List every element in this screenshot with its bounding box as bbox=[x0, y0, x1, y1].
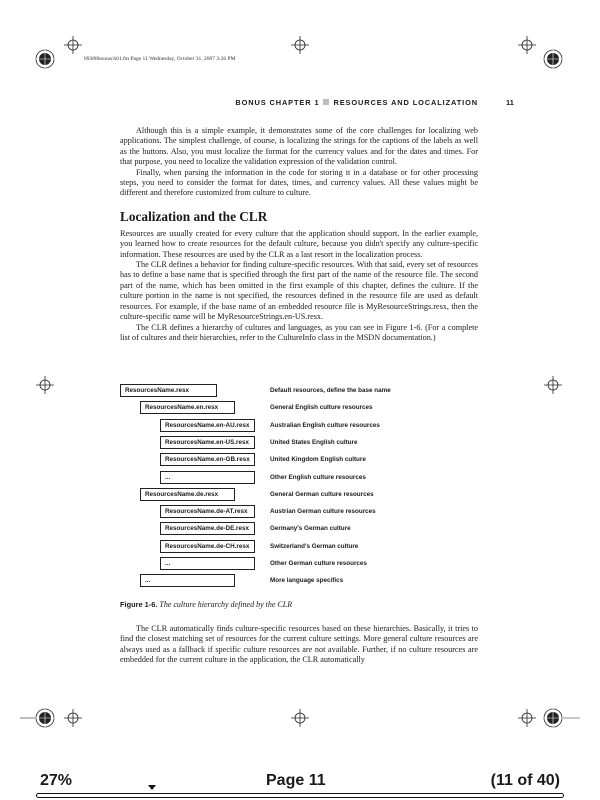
paragraph: Resources are usually created for every culture that the application should support. In the earlier example, you learned how to create resources for the default culture, because you didn't specify any culture-specific information. These resources are used by the CLR as a last resort in the localization process. bbox=[120, 228, 478, 259]
resource-description: More language specifics bbox=[270, 577, 344, 585]
resource-file-box: ResourcesName.de-AT.resx bbox=[160, 505, 255, 518]
resource-description: General English culture resources bbox=[270, 404, 373, 412]
running-head-text bbox=[235, 98, 478, 107]
page-scroll-track[interactable] bbox=[36, 793, 564, 798]
resource-description: Other German culture resources bbox=[270, 560, 367, 567]
resource-file-box: ResourcesName.en-AU.resx bbox=[160, 419, 255, 432]
figure-label: Figure 1-6. bbox=[120, 600, 158, 609]
resource-file-box: ResourcesName.en-GB.resx bbox=[160, 453, 255, 466]
resource-file-box: ResourcesName.en-US.resx bbox=[160, 436, 255, 449]
page-number: 11 bbox=[506, 98, 514, 107]
figure-caption-text: The culture hierarchy defined by the CLR bbox=[159, 600, 293, 609]
resource-file-box: ResourcesName.de-CH.resx bbox=[160, 540, 255, 553]
section-heading: Localization and the CLR bbox=[120, 208, 268, 224]
body-text-bottom bbox=[120, 624, 478, 666]
paragraph: The CLR automatically finds culture-specific resources based on these hierarchies. Basically, it tries to find the closest matching set of resources for the current culture settings. More general culture resources are always used as a fallback if specific culture resources are not available. Further, if no culture resources are embedded for the current culture in the application, the CLR automatically bbox=[120, 624, 478, 665]
resource-file-box: ResourcesName.de-DE.resx bbox=[160, 522, 255, 535]
zoom-level[interactable]: 27% bbox=[40, 772, 73, 789]
chapter-label: BONUS CHAPTER 1 bbox=[235, 98, 320, 107]
scroll-position-thumb[interactable] bbox=[148, 785, 156, 790]
figure-caption bbox=[120, 600, 292, 609]
print-slug: 89388bonusch01.fm Page 11 Wednesday, October 31, 2007 3:26 PM bbox=[84, 56, 236, 62]
resource-file-box: ResourcesName.de.resx bbox=[140, 488, 235, 501]
resource-file-box: ... bbox=[140, 574, 235, 587]
page-count: (11 of 40) bbox=[490, 772, 560, 789]
resource-description: Other English culture resources bbox=[270, 473, 366, 481]
resource-description: Germany's German culture bbox=[270, 525, 351, 533]
paragraph: The CLR defines a hierarchy of cultures and languages, as you can see in Figure 1-6. (For a complete list of cultures and their hierarchies, refer to the CultureInfo class in the MSDN documentation.) bbox=[120, 322, 478, 342]
resource-file-box: ... bbox=[160, 471, 255, 484]
resource-file-box: ... bbox=[160, 557, 255, 570]
resource-description: Australian English culture resources bbox=[270, 421, 380, 429]
running-head bbox=[0, 98, 600, 108]
current-page: Page 11 bbox=[266, 772, 326, 789]
resource-file-box: ResourcesName.en.resx bbox=[140, 401, 235, 414]
separator-square-icon bbox=[323, 99, 329, 105]
paragraph: The CLR defines a behavior for finding culture-specific resources. With that said, every set of resources has to define a base name that is specified through the first part of the name of the resource file. The second part of the name, which has been omitted in the first example of this chapter, defines the culture. If the culture portion in the name is not specified, the resources defined in the resource file are used as default resources. For example, if the base name of an embedded resource file is MyResourceStrings.resx, then the culture-specific name will be MyResourceStrings.en-US.resx. bbox=[120, 260, 478, 322]
resource-file-box: ResourcesName.resx bbox=[120, 384, 217, 397]
paragraph: Although this is a simple example, it demonstrates some of the core challenges for localizing web applications. The simplest challenge, of course, is localizing the strings for the captions of the labels as well as the buttons. Also, you must localize the format for the currency values and for the dates and times. For that purpose, you need to localize the validation expression of the validation control. bbox=[120, 126, 478, 167]
resource-description: Switzerland's German culture bbox=[270, 542, 359, 550]
resource-description: General German culture resources bbox=[270, 490, 374, 498]
viewer-status-bar bbox=[0, 768, 600, 800]
chapter-title: RESOURCES AND LOCALIZATION bbox=[333, 98, 478, 107]
resource-description: United Kingdom English culture bbox=[270, 456, 366, 464]
culture-hierarchy-figure bbox=[120, 384, 480, 594]
resource-description: Default resources, define the base name bbox=[270, 387, 391, 394]
resource-description: United States English culture bbox=[270, 438, 358, 446]
resource-description: Austrian German culture resources bbox=[270, 508, 376, 516]
body-text-top bbox=[120, 126, 478, 343]
paragraph: Finally, when parsing the information in the code for storing it in a database or for other processing steps, you need to consider the format for dates, times, and currency values. All these values might be different and therefore customized from culture to culture. bbox=[120, 167, 478, 198]
